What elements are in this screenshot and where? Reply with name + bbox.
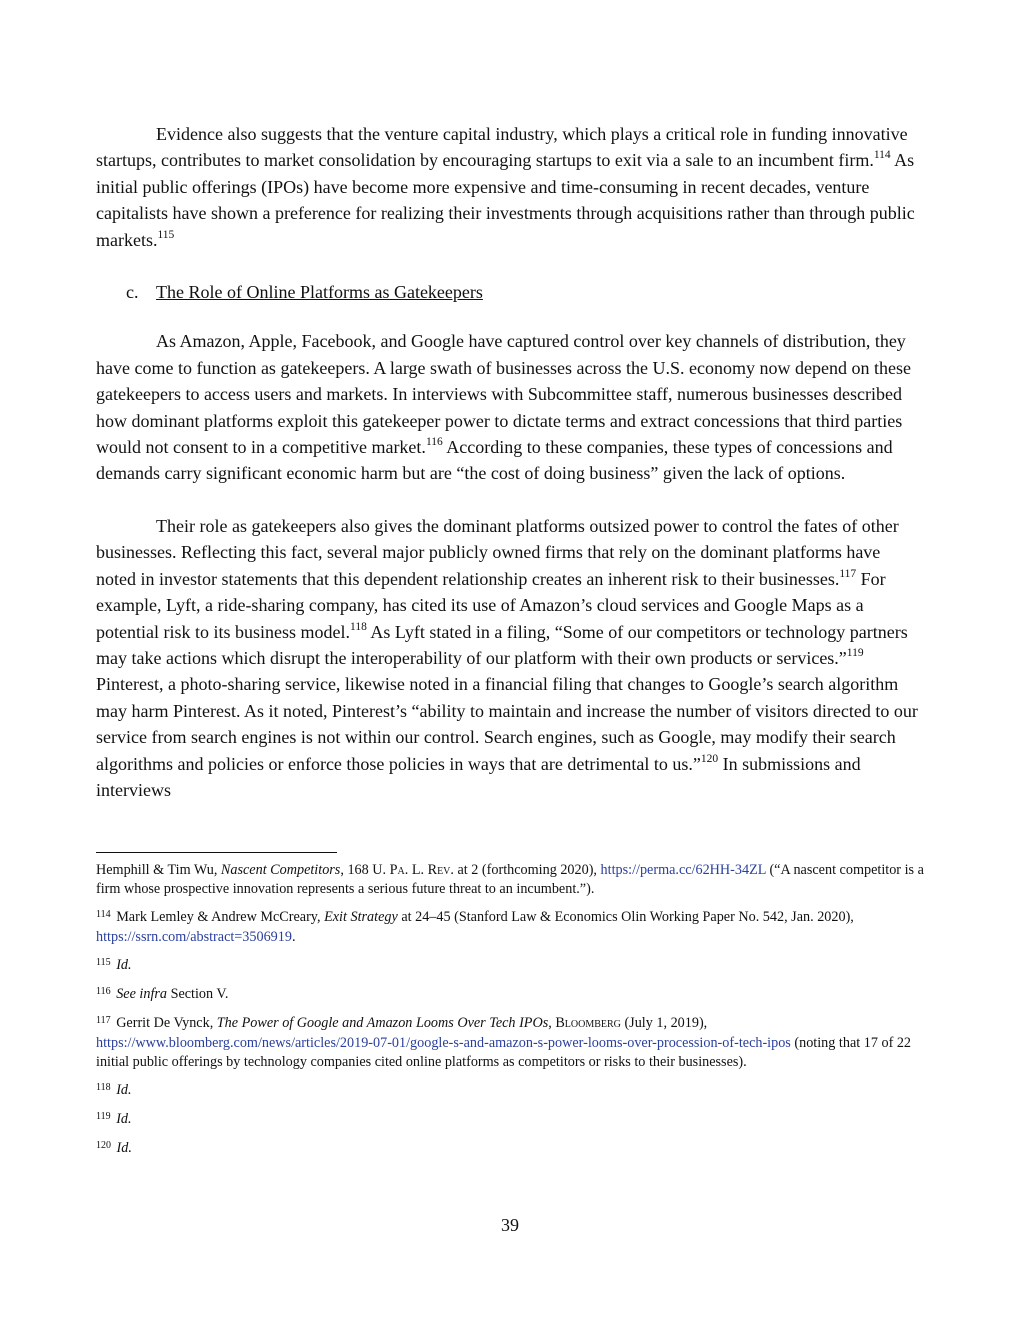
- footnote-text: Id.: [116, 1082, 132, 1098]
- footnote-ref-115[interactable]: 115: [157, 228, 175, 241]
- paragraph-text: In submissions and interviews: [96, 753, 861, 800]
- footnote-text: Section V.: [167, 986, 229, 1002]
- citation-title: The Power of Google and Amazon Looms Over Tech IPOs: [216, 1015, 549, 1031]
- citation-title: Exit Strategy: [324, 909, 398, 925]
- footnote-text: Id.: [116, 1111, 132, 1127]
- paragraph-text: As initial public offerings (IPOs) have become more expensive and time-consuming in recent decades, venture capitalists have shown a preference for realizing their investments through acquisitions rather than through public markets.: [96, 150, 915, 250]
- footnote-number: 120: [96, 1140, 111, 1151]
- footnote-ref-116[interactable]: 116: [425, 436, 443, 449]
- footnote-ref-120[interactable]: 120: [700, 752, 719, 765]
- footnote-116: [96, 985, 926, 1005]
- footnote-text: . at 2 (forthcoming 2020),: [450, 862, 601, 878]
- citation-title: Nascent Competitors: [220, 862, 341, 878]
- footnote-ref-119[interactable]: 119: [846, 646, 864, 659]
- footnote-text: See infra: [116, 986, 168, 1002]
- footnote-continued: [96, 861, 926, 899]
- footnote-ref-118[interactable]: 118: [350, 620, 367, 633]
- paragraph-text: Their role as gatekeepers also gives the dominant platforms outsized power to control the fates of other businesses. Reflecting this fact, several major publicly owned firms that rely on the dominant platforms have noted in investor statements that this dependent relationship creates an inherent risk to their businesses.: [96, 515, 899, 589]
- paragraph-text: For example, Lyft, a ride-sharing company, has cited its use of Amazon’s cloud services and Google Maps as a potential risk to its business model.: [96, 568, 886, 642]
- footnotes: [96, 861, 926, 1168]
- footnote-number: 116: [96, 986, 111, 997]
- footnote-separator: [96, 852, 337, 853]
- footnote-text: a: [397, 862, 405, 878]
- footnote-text: , 168 U. P: [340, 862, 398, 878]
- footnote-text: (“A nascent competitor is a firm whose prospective innovation represents a serious future threat to an incumbent.”).: [96, 862, 924, 897]
- paragraph-text: Evidence also suggests that the venture capital industry, which plays a critical role in funding innovative startups, contributes to market consolidation by encouraging startups to exit via a sale to an incumbent firm.: [96, 124, 908, 171]
- footnote-text: Id.: [116, 1140, 132, 1156]
- footnote-ref-117[interactable]: 117: [839, 567, 857, 580]
- footnote-118: [96, 1081, 926, 1101]
- footnote-120: [96, 1139, 926, 1159]
- paragraph-text: According to these companies, these types of concessions and demands carry significant economic harm but are “the cost of doing business” given the lack of options.: [96, 437, 893, 484]
- page-number: 39: [501, 1215, 519, 1235]
- footnote-text: . L. R: [404, 862, 438, 878]
- footnote-117: [96, 1014, 926, 1072]
- paragraph-dependency-risk: [96, 513, 922, 803]
- section-title: The Role of Online Platforms as Gatekeepers: [156, 282, 483, 303]
- footnote-ref-114[interactable]: 114: [873, 149, 891, 162]
- footnote-text: ev: [437, 862, 451, 878]
- footnote-119: [96, 1110, 926, 1130]
- footnote-text: at 24–45 (Stanford Law & Economics Olin Working Paper No. 542, Jan. 2020),: [397, 909, 854, 925]
- footnote-text: Mark Lemley & Andrew McCreary,: [112, 909, 325, 925]
- paragraph-text: As Lyft stated in a filing, “Some of our competitors or technology partners may take actions which disrupt the interoperability of our platform with their own products or services.”: [96, 621, 908, 668]
- paragraph-vc-exits: [96, 121, 922, 253]
- paragraph-gatekeepers: [96, 328, 922, 486]
- footnote-text: .: [291, 929, 296, 945]
- paragraph-text: Pinterest, a photo-sharing service, likewise noted in a financial filing that changes to Google’s search algorithm may harm Pinterest. As it noted, Pinterest’s “ability to maintain and increase the number of visitors directed to our service from search engines is not within our control. Search engines, such as Google, may modify their search algorithms and policies or enforce those policies in ways that are detrimental to us.”: [96, 674, 918, 774]
- footnote-114: [96, 908, 926, 947]
- section-letter: c.: [126, 282, 139, 303]
- paragraph-text: As Amazon, Apple, Facebook, and Google have captured control over key channels of distribution, they have come to function as gatekeepers. A large swath of businesses across the U.S. economy now depend on these gatekeepers to access users and markets. In interviews with Subcommittee staff, numerous businesses described how dominant platforms exploit this gatekeeper power to dictate terms and extract concessions that third parties would not consent to in a competitive market.: [96, 331, 911, 458]
- footnote-text: Hemphill & Tim Wu,: [96, 862, 221, 878]
- footnote-text: (July 1, 2019),: [620, 1015, 708, 1031]
- publication-name: Bloomberg: [555, 1015, 621, 1031]
- bloomberg-link[interactable]: https://www.bloomberg.com/news/articles/2019-07-01/google-s-and-amazon-s-power-looms-over-procession-of-tech-ipos: [96, 1035, 791, 1051]
- footnote-number: 119: [96, 1111, 111, 1122]
- main-body: [96, 121, 922, 803]
- footnote-text: Id.: [116, 957, 132, 973]
- footnote-number: 114: [96, 909, 111, 920]
- perma-link[interactable]: https://perma.cc/62HH-34ZL: [600, 862, 766, 878]
- footnote-115: [96, 956, 926, 976]
- footnote-number: 115: [96, 957, 111, 968]
- footnote-number: 118: [96, 1082, 111, 1093]
- footnote-text: (noting that 17 of 22 initial public offerings by technology companies cited online platforms as competitors or risks to their businesses).: [96, 1035, 912, 1070]
- footnote-number: 117: [96, 1015, 111, 1026]
- section-heading: [96, 279, 922, 305]
- footnote-text: ,: [548, 1015, 556, 1031]
- footnote-text: Gerrit De Vynck,: [112, 1015, 217, 1031]
- ssrn-link[interactable]: https://ssrn.com/abstract=3506919: [96, 929, 292, 945]
